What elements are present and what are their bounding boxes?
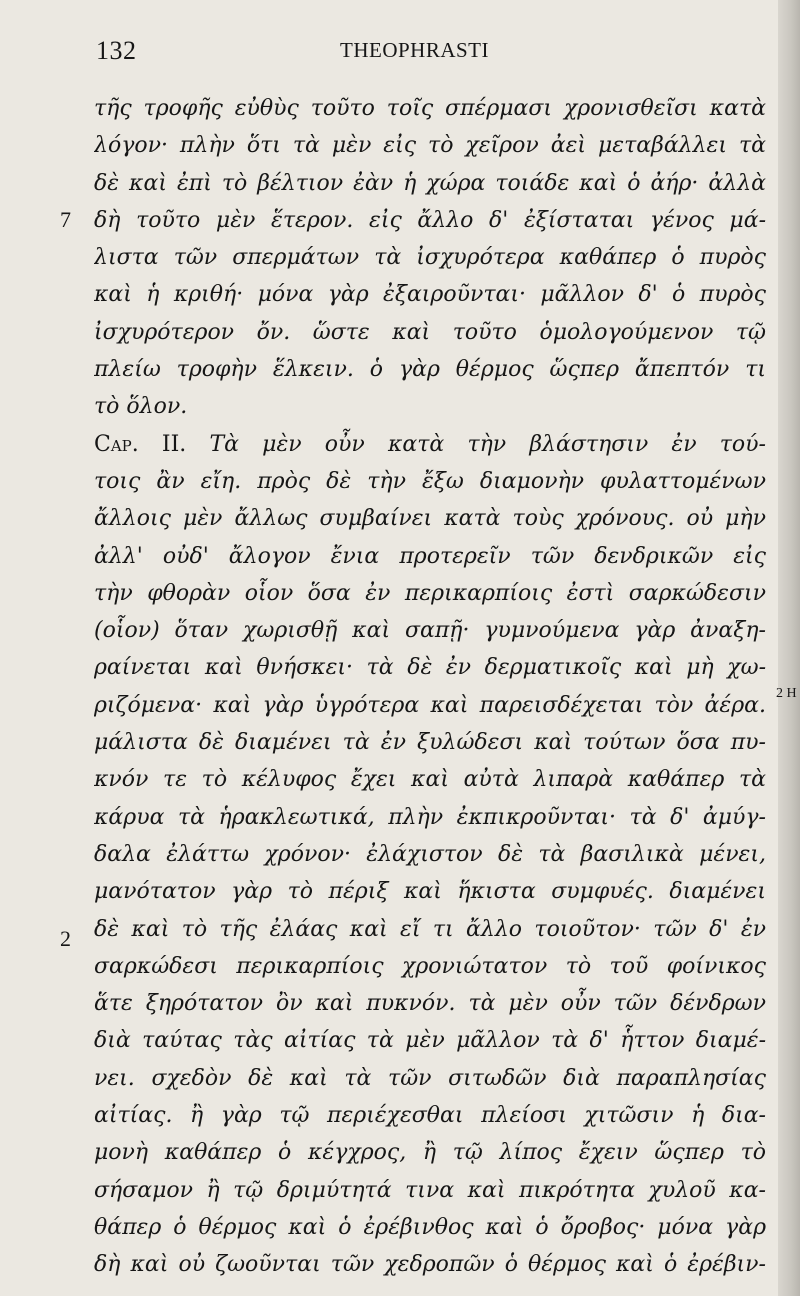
margin-reference: 2 H <box>776 686 797 701</box>
text-line: δαλα ἐλάττω χρόνον· ἐλάχιστον δὲ τὰ βασιλικὰ μένει, <box>94 841 766 867</box>
text-line: μανότατον γὰρ τὸ πέριξ καὶ ἥκιστα συμφυές. διαμένει <box>94 879 766 905</box>
text-line: κνόν τε τὸ κέλυφος ἔχει καὶ αὐτὰ λιπαρὰ καθάπερ τὰ <box>94 767 766 793</box>
margin-section-number: 2 <box>60 926 71 951</box>
text-line: κάρυα τὰ ἡρακλεωτικά, πλὴν ἐκπικροῦνται· τὰ δ' ἀμύγ- <box>94 804 766 830</box>
text-line: τῆς τροφῆς εὐθὺς τοῦτο τοῖς σπέρμασι χρονισθεῖσι κατὰ <box>94 96 766 121</box>
text-line: ριζόμενα· καὶ γὰρ ὑγρότερα καὶ παρεισδέχεται τὸν ἀέρα. <box>94 692 766 718</box>
text-line: δὴ καὶ οὐ ζωοῦνται τῶν χεδροπῶν ὁ θέρμος καὶ ὁ ἐρέβιν- <box>94 1252 766 1278</box>
text-line: μονὴ καθάπερ ὁ κέγχρος, ἢ τῷ λίπος ἔχειν ὥςπερ τὸ <box>94 1140 766 1166</box>
page-number: 132 <box>96 36 137 65</box>
text-line: ἅτε ξηρότατον ὂν καὶ πυκνόν. τὰ μὲν οὖν τῶν δένδρων <box>94 991 766 1017</box>
text-line: νει. σχεδὸν δὲ καὶ τὰ τῶν σιτωδῶν διὰ παραπλησίας <box>94 1065 766 1091</box>
running-title: THEOPHRASTI <box>340 38 490 62</box>
text-line: σήσαμον ἢ τῷ δριμύτητά τινα καὶ πικρότητα χυλοῦ κα- <box>94 1177 766 1203</box>
text-line: ἀλλ' οὐδ' ἄλογον ἔνια προτερεῖν τῶν δενδρικῶν εἰς <box>94 543 766 569</box>
text-line: ραίνεται καὶ θνήσκει· τὰ δὲ ἐν δερματικοῖς καὶ μὴ χω- <box>94 655 766 681</box>
page-header <box>0 36 778 70</box>
text-line: λιστα τῶν σπερμάτων τὰ ἰσχυρότερα καθάπερ ὁ πυρὸς <box>94 245 766 271</box>
text-line: δὲ καὶ τὸ τῆς ἐλάας καὶ εἴ τι ἄλλο τοιοῦτον· τῶν δ' ἐν <box>94 916 766 942</box>
margin-section-number: 7 <box>60 207 71 232</box>
text-line: τὴν φθορὰν οἷον ὅσα ἐν περικαρπίοις ἐστὶ σαρκώδεσιν <box>94 580 766 606</box>
page-gutter-shadow <box>778 0 800 1296</box>
text-line: ἄλλοις μὲν ἄλλως συμβαίνει κατὰ τοὺς χρόνους. οὐ μὴν <box>94 506 766 532</box>
text-line: (οἷον) ὅταν χωρισθῇ καὶ σαπῇ· γυμνούμενα γὰρ ἀναξη- <box>94 618 766 644</box>
chapter-heading: Cap. II. <box>94 431 187 457</box>
text-line: πλείω τροφὴν ἕλκειν. ὁ γὰρ θέρμος ὥςπερ ἄπεπτόν τι <box>94 357 766 383</box>
text-line: δὲ καὶ ἐπὶ τὸ βέλτιον ἐὰν ἡ χώρα τοιάδε καὶ ὁ ἀήρ· ἀλλὰ <box>94 170 766 196</box>
chapter-start-line <box>94 426 766 463</box>
text-line: λόγον· πλὴν ὅτι τὰ μὲν εἰς τὸ χεῖρον ἀεὶ μεταβάλλει τὰ <box>94 133 766 159</box>
text-line: σαρκώδεσι περικαρπίοις χρονιώτατον τὸ τοῦ φοίνικος <box>94 953 766 979</box>
text-line: ἰσχυρότερον ὄν. ὥστε καὶ τοῦτο ὁμολογούμενον τῷ <box>94 319 766 345</box>
text-line: μάλιστα δὲ διαμένει τὰ ἐν ξυλώδεσι καὶ τούτων ὅσα πυ- <box>94 730 766 756</box>
text-line: δὴ τοῦτο μὲν ἕτερον. εἰς ἄλλο δ' ἐξίσταται γένος μά- <box>94 207 766 233</box>
text-line: θάπερ ὁ θέρμος καὶ ὁ ἐρέβινθος καὶ ὁ ὄροβος· μόνα γὰρ <box>94 1214 766 1240</box>
text-line: Τὰ μὲν οὖν κατὰ τὴν βλάστησιν ἐν τού- <box>209 431 766 457</box>
greek-text-body <box>94 90 766 1284</box>
text-line: καὶ ἡ κριθή· μόνα γὰρ ἐξαιροῦνται· μᾶλλον δ' ὁ πυρὸς <box>94 282 766 308</box>
text-line: αἰτίας. ἢ γὰρ τῷ περιέχεσθαι πλείοσι χιτῶσιν ἡ δια- <box>94 1103 766 1129</box>
text-line: τὸ ὅλον. <box>94 394 188 420</box>
text-line: τοις ἂν εἴη. πρὸς δὲ τὴν ἔξω διαμονὴν φυλαττομένων <box>94 468 766 494</box>
text-line: διὰ ταύτας τὰς αἰτίας τὰ μὲν μᾶλλον τὰ δ' ἧττον διαμέ- <box>94 1028 766 1054</box>
